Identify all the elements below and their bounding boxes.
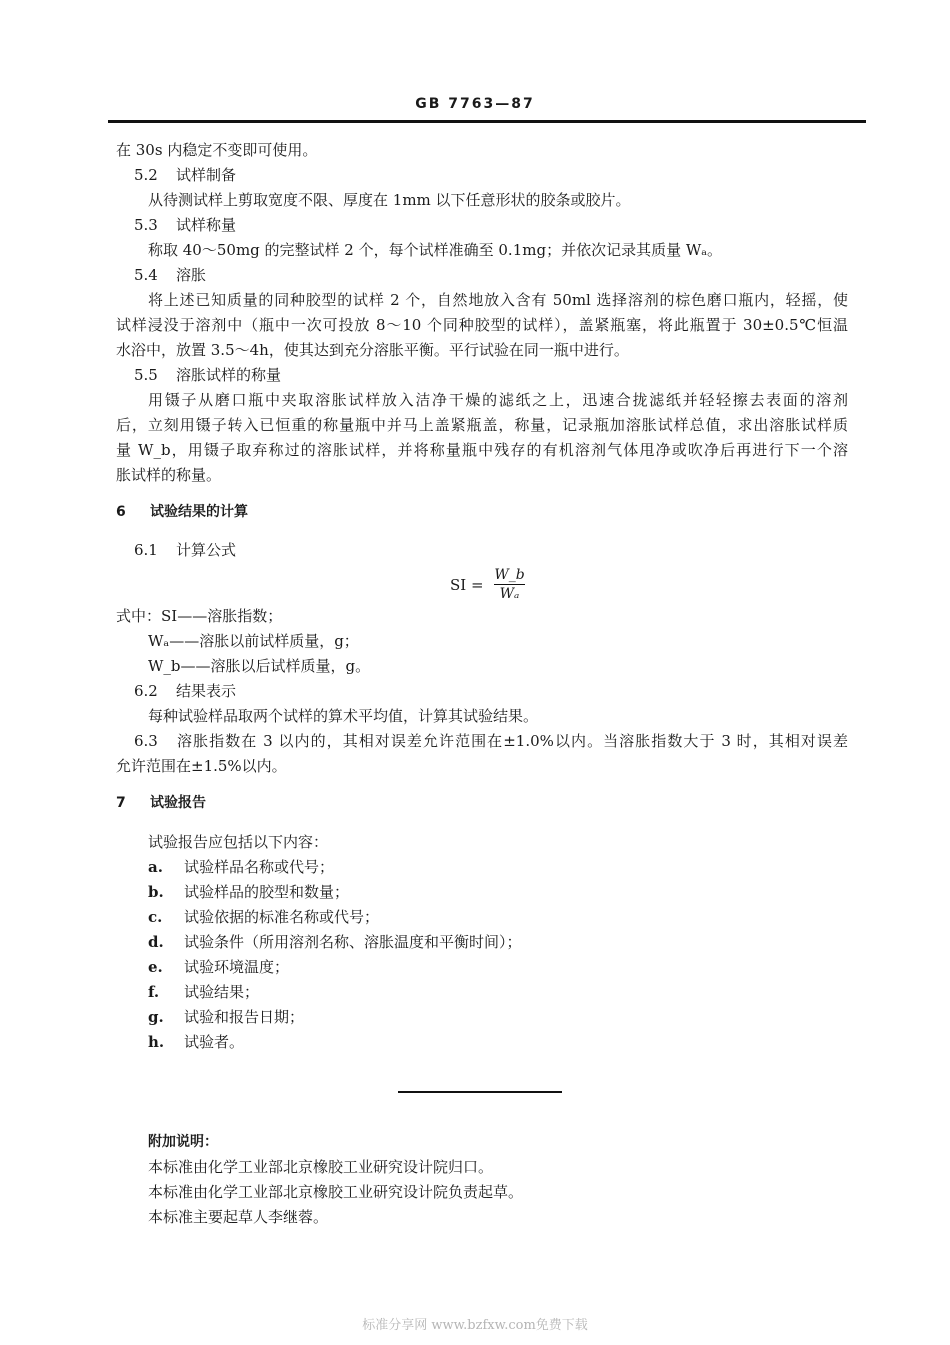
definition-wb: W_b——溶胀以后试样质量，g。: [148, 657, 371, 675]
section-5-5-heading: [134, 363, 281, 387]
item-letter: g.: [148, 1008, 164, 1026]
section-5-4-heading: [134, 263, 206, 287]
report-item: [148, 930, 522, 954]
item-letter: b.: [148, 883, 164, 901]
formula-lhs: SI =: [450, 575, 484, 594]
report-item: [148, 980, 259, 1004]
formula-numerator: W_b: [494, 567, 525, 583]
section-5-5-line-3: 量 W_b，用镊子取弃称过的溶胀试样，并将称量瓶中残存的有机溶剂气体甩净或吹净后再进行下一个溶: [116, 441, 848, 459]
item-letter: f.: [148, 983, 160, 1001]
notes-line-3: 本标准主要起草人李继蓉。: [148, 1208, 329, 1226]
item-letter: d.: [148, 933, 164, 951]
section-title: 计算公式: [176, 541, 237, 559]
item-text: 试验依据的标准名称或代号；: [184, 908, 380, 926]
item-text: 试验样品名称或代号；: [184, 858, 335, 876]
section-number: 5.3: [134, 216, 158, 234]
report-item: [148, 880, 349, 904]
section-5-3-body: 称取 40～50mg 的完整试样 2 个，每个试样准确至 0.1mg；并依次记录其质量 Wₐ。: [148, 241, 723, 259]
report-item: [148, 955, 289, 979]
section-title: 溶胀试样的称量: [176, 366, 282, 384]
section-title: 试验报告: [150, 795, 206, 811]
section-6-3-line-1: [134, 729, 848, 753]
standard-code-header: GB 7763—87: [415, 96, 535, 112]
report-item: [148, 855, 334, 879]
item-letter: a.: [148, 858, 163, 876]
section-5-2-body: 从待测试样上剪取宽度不限、厚度在 1mm 以下任意形状的胶条或胶片。: [148, 191, 631, 209]
section-number: 6.3: [134, 732, 158, 750]
section-6-2-body: 每种试验样品取两个试样的算术平均值，计算其试验结果。: [148, 707, 539, 725]
formula-fraction: [494, 566, 524, 603]
section-6-1-heading: [134, 538, 236, 562]
section-number: 6.2: [134, 682, 158, 700]
section-number: 5.4: [134, 266, 158, 284]
watermark: 标准分享网 www.bzfxw.com免费下载: [362, 1318, 588, 1333]
item-text: 试验者。: [184, 1033, 245, 1051]
section-number: 5.2: [134, 166, 158, 184]
report-item: [148, 905, 379, 929]
section-5-5-line-4: 胀试样的称量。: [116, 466, 222, 484]
section-5-5-line-2: 后，立刻用镊子转入已恒重的称量瓶中并马上盖紧瓶盖，称量，记录瓶加溶胀试样总值，求出溶胀试样质: [116, 416, 848, 434]
section-number: 5.5: [134, 366, 158, 384]
item-text: 试验环境温度；: [184, 958, 290, 976]
section-5-4-line-1: 将上述已知质量的同种胶型的试样 2 个，自然地放入含有 50ml 选择溶剂的棕色磨口瓶内，轻摇，使: [148, 291, 848, 309]
section-5-4-line-2: 试样浸没于溶剂中（瓶中一次可投放 8～10 个同种胶型的试样），盖紧瓶塞，将此瓶置于 30±0.5℃恒温: [116, 316, 848, 334]
section-7-heading: [116, 791, 206, 815]
section-5-5-line-1: 用镊子从磨口瓶中夹取溶胀试样放入洁净干燥的滤纸之上，迅速合拢滤纸并轻轻擦去表面的溶剂: [148, 391, 848, 409]
section-6-3-text: 溶胀指数在 3 以内的，其相对误差允许范围在±1.0%以内。当溶胀指数大于 3 时，其相对误差: [176, 732, 848, 750]
item-letter: e.: [148, 958, 163, 976]
section-number: 6: [116, 504, 126, 520]
report-intro: 试验报告应包括以下内容：: [148, 833, 329, 851]
section-title: 结果表示: [176, 682, 237, 700]
item-letter: h.: [148, 1033, 165, 1051]
section-5-2-heading: [134, 163, 236, 187]
section-6-3-line-2: 允许范围在±1.5%以内。: [116, 757, 287, 775]
item-letter: c.: [148, 908, 163, 926]
item-text: 试验和报告日期；: [184, 1008, 305, 1026]
section-6-heading: [116, 500, 248, 524]
section-title: 溶胀: [176, 266, 207, 284]
notes-title: 附加说明：: [148, 1134, 218, 1150]
report-item: [148, 1030, 244, 1054]
header-rule: [108, 120, 866, 123]
section-title: 试样制备: [176, 166, 237, 184]
notes-line-1: 本标准由化学工业部北京橡胶工业研究设计院归口。: [148, 1158, 494, 1176]
definition-si: 式中：SI——溶胀指数；: [116, 607, 283, 625]
section-title: 试验结果的计算: [150, 504, 248, 520]
section-5-3-heading: [134, 213, 236, 237]
formula-denominator: Wₐ: [494, 584, 524, 603]
section-number: 6.1: [134, 541, 158, 559]
section-title: 试样称量: [176, 216, 237, 234]
section-number: 7: [116, 795, 126, 811]
swelling-index-formula: [450, 566, 525, 603]
section-6-2-heading: [134, 679, 236, 703]
notes-line-2: 本标准由化学工业部北京橡胶工业研究设计院负责起草。: [148, 1183, 524, 1201]
item-text: 试验样品的胶型和数量；: [184, 883, 350, 901]
definition-wa: Wₐ——溶胀以前试样质量，g；: [148, 632, 359, 650]
separator-rule: [398, 1091, 562, 1093]
item-text: 试验条件（所用溶剂名称、溶胀温度和平衡时间）；: [184, 933, 522, 951]
continuation-line: 在 30s 内稳定不变即可使用。: [116, 141, 318, 159]
report-item: [148, 1005, 304, 1029]
item-text: 试验结果；: [184, 983, 260, 1001]
section-5-4-line-3: 水浴中，放置 3.5～4h，使其达到充分溶胀平衡。平行试验在同一瓶中进行。: [116, 341, 629, 359]
